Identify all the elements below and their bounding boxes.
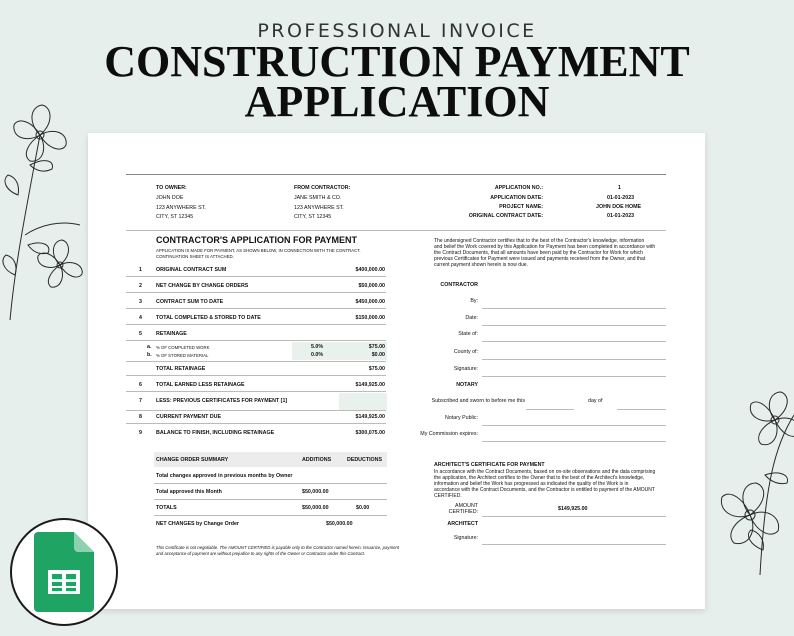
line-number: 9 bbox=[139, 430, 142, 436]
from-contractor-line: 123 ANYWHERE ST. bbox=[294, 205, 344, 211]
architect-text-line: the application, the Architect certifies to the Owner that to the best of the Architect's knowledge, bbox=[434, 475, 645, 481]
subscribed-day-field[interactable] bbox=[526, 409, 574, 410]
change-order-row-label: Total changes approved in previous months by Owner bbox=[156, 473, 293, 479]
previous-certificates-input-shade[interactable] bbox=[339, 393, 387, 410]
row-rule bbox=[154, 483, 387, 484]
line-label: LESS: PREVIOUS CERTIFICATES FOR PAYMENT [1] bbox=[156, 398, 288, 404]
subscribed-label: Subscribed and sworn to before me this bbox=[431, 398, 525, 404]
certified-label: CERTIFIED: bbox=[448, 509, 478, 515]
certification-text-line: current payment shown herein is now due. bbox=[434, 262, 528, 268]
floral-right-illustration bbox=[705, 375, 794, 575]
certification-text-line: and belief the Work covered by this Application for Payment has been completed in accordance with bbox=[434, 244, 656, 250]
architect-text-line: CERTIFIED. bbox=[434, 493, 462, 499]
header-title bbox=[0, 37, 794, 126]
architect-title: ARCHITECT'S CERTIFICATE FOR PAYMENT bbox=[434, 462, 545, 468]
change-order-additions: $50,000.00 bbox=[302, 489, 329, 495]
footnote-line1: This Certificate is not negotiable. The AMOUNT CERTIFIED is payable only to the Contractor named herein. Issuance, payment bbox=[156, 545, 400, 550]
application-date-label: APPLICATION DATE: bbox=[490, 195, 543, 201]
line-number: 1 bbox=[139, 267, 142, 273]
line-number: 8 bbox=[139, 414, 142, 420]
signature-field[interactable] bbox=[482, 376, 666, 377]
header-title-line2: APPLICATION bbox=[244, 77, 550, 126]
application-note-line2: CONTINUATION SHEET IS ATTACHED. bbox=[156, 254, 234, 259]
from-contractor-line: JANE SMITH & CO. bbox=[294, 195, 342, 201]
line-number: 7 bbox=[139, 398, 142, 404]
architect-label: ARCHITECT bbox=[447, 521, 478, 527]
notary-public-field[interactable] bbox=[482, 425, 666, 426]
retainage-value: $75.00 bbox=[368, 344, 385, 350]
net-changes-value: $50,000.00 bbox=[326, 521, 353, 527]
line-value: $400,000.00 bbox=[355, 267, 385, 273]
project-name-value: JOHN DOE HOME bbox=[596, 204, 642, 210]
row-rule bbox=[126, 391, 386, 392]
amount-label: AMOUNT bbox=[455, 503, 478, 509]
change-order-deductions: $0.00 bbox=[356, 505, 370, 511]
project-name-label: PROJECT NAME: bbox=[499, 204, 543, 210]
footnote-line2: and acceptance of payment are without prejudice to any rights of the Owner or Contractor under this Contract. bbox=[156, 551, 365, 556]
amount-certified-value: $149,925.00 bbox=[558, 506, 588, 512]
county-field[interactable] bbox=[482, 359, 666, 360]
architect-signature-field[interactable] bbox=[482, 544, 666, 545]
row-rule bbox=[126, 410, 386, 411]
state-field[interactable] bbox=[482, 341, 666, 342]
row-rule bbox=[126, 324, 386, 325]
original-contract-date-label: ORIGINAL CONTRACT DATE: bbox=[468, 213, 543, 219]
additions-header: ADDITIONS bbox=[302, 457, 332, 463]
line-value: $50,000.00 bbox=[358, 283, 385, 289]
certification-text-line: The undersigned Contractor certifies that to the best of the Contractor's knowledge, information bbox=[434, 238, 645, 244]
application-note-line1: APPLICATION IS MADE FOR PAYMENT, AS SHOWN BELOW, IN CONNECTION WITH THE CONTRACT. bbox=[156, 248, 361, 253]
google-sheets-badge bbox=[10, 518, 118, 626]
line-label: RETAINAGE bbox=[156, 331, 187, 337]
day-of-label: day of bbox=[588, 398, 603, 404]
application-title: CONTRACTOR'S APPLICATION FOR PAYMENT bbox=[156, 235, 357, 245]
retainage-pct[interactable]: 5.0% bbox=[311, 344, 324, 350]
architect-text-line: In accordance with the Contract Documents, based on on-site observations and the data comprising bbox=[434, 469, 656, 475]
change-order-header: CHANGE ORDER SUMMARY bbox=[156, 457, 229, 463]
top-divider bbox=[126, 174, 666, 175]
line-label: TOTAL COMPLETED & STORED TO DATE bbox=[156, 315, 261, 321]
row-rule bbox=[126, 276, 386, 277]
county-label: County of: bbox=[453, 349, 478, 355]
architect-signature-label: Signature: bbox=[453, 535, 478, 541]
application-date-value: 01-01-2023 bbox=[607, 195, 635, 201]
commission-label: My Commission expires: bbox=[420, 431, 478, 437]
line-label: TOTAL EARNED LESS RETAINAGE bbox=[156, 382, 245, 388]
line-value: $149,925.00 bbox=[355, 382, 385, 388]
retainage-letter: b. bbox=[147, 352, 152, 358]
line-value: $149,925.00 bbox=[355, 414, 385, 420]
contractor-label: CONTRACTOR bbox=[440, 282, 478, 288]
total-retainage-value: $75.00 bbox=[368, 366, 385, 372]
certification-text-line: previous Certificates for Payment were issued and payments received from the Owner, and that bbox=[434, 256, 646, 262]
retainage-label: % OF STORED MATERIAL bbox=[156, 353, 209, 358]
line-value: $450,000.00 bbox=[355, 299, 385, 305]
date-label: Date: bbox=[465, 315, 478, 321]
line-label: BALANCE TO FINISH, INCLUDING RETAINAGE bbox=[156, 430, 275, 436]
row-rule bbox=[126, 340, 386, 341]
change-order-row-label: NET CHANGES by Change Order bbox=[156, 521, 239, 527]
line-number: 5 bbox=[139, 331, 142, 337]
floral-left-illustration bbox=[0, 95, 95, 320]
line-number: 6 bbox=[139, 382, 142, 388]
line-label: NET CHANGE BY CHANGE ORDERS bbox=[156, 283, 249, 289]
line-label: CURRENT PAYMENT DUE bbox=[156, 414, 222, 420]
signature-label: Signature: bbox=[453, 366, 478, 372]
retainage-label: % OF COMPLETED WORK bbox=[156, 345, 210, 350]
line-number: 3 bbox=[139, 299, 142, 305]
notary-label: NOTARY bbox=[456, 382, 478, 388]
deductions-header: DEDUCTIONS bbox=[347, 457, 383, 463]
header-subtitle: PROFESSIONAL INVOICE bbox=[257, 20, 537, 42]
retainage-pct[interactable]: 0.0% bbox=[311, 352, 324, 358]
row-rule bbox=[126, 361, 386, 362]
original-contract-date-value: 01-01-2023 bbox=[607, 213, 635, 219]
to-owner-label: TO OWNER: bbox=[156, 185, 187, 191]
architect-text-line: accordance with the Contract Documents, and the Contractor is entitled to payment of the AMOUNT bbox=[434, 487, 655, 493]
row-rule bbox=[126, 375, 386, 376]
application-no-label: APPLICATION NO.: bbox=[494, 185, 543, 191]
to-owner-line: 123 ANYWHERE ST. bbox=[156, 205, 206, 211]
application-no-value: 1 bbox=[618, 185, 621, 191]
section-divider bbox=[126, 230, 666, 231]
date-field[interactable] bbox=[482, 325, 666, 326]
from-contractor-label: FROM CONTRACTOR: bbox=[294, 185, 351, 191]
subscribed-month-field[interactable] bbox=[617, 409, 666, 410]
row-rule bbox=[154, 499, 387, 500]
line-label: ORIGINAL CONTRACT SUM bbox=[156, 267, 227, 273]
invoice-sheet bbox=[88, 133, 705, 609]
to-owner-line: JOHN DOE bbox=[156, 195, 184, 201]
architect-text-line: information and belief the Work has progressed as indicated the quality of the Work is in bbox=[434, 481, 629, 487]
line-number: 4 bbox=[139, 315, 142, 321]
line-value: $150,000.00 bbox=[355, 315, 385, 321]
row-rule bbox=[126, 423, 386, 424]
google-sheets-icon bbox=[34, 532, 94, 612]
by-label: By: bbox=[470, 298, 478, 304]
by-field[interactable] bbox=[482, 308, 666, 309]
state-label: State of: bbox=[458, 331, 478, 337]
notary-public-label: Notary Public: bbox=[445, 415, 478, 421]
total-retainage-label: TOTAL RETAINAGE bbox=[156, 366, 206, 372]
certification-text-line: the Contract Documents, that all amounts have been paid by the Contractor for Work for which bbox=[434, 250, 643, 256]
change-order-additions: $50,000.00 bbox=[302, 505, 329, 511]
to-owner-line: CITY, ST 12345 bbox=[156, 214, 194, 220]
row-rule bbox=[126, 292, 386, 293]
line-number: 2 bbox=[139, 283, 142, 289]
header-title-line1: CONSTRUCTION PAYMENT bbox=[104, 37, 690, 86]
change-order-row-label: TOTALS bbox=[156, 505, 177, 511]
retainage-letter: a. bbox=[147, 344, 152, 350]
line-value: $300,075.00 bbox=[355, 430, 385, 436]
commission-field[interactable] bbox=[482, 441, 666, 442]
row-rule bbox=[154, 515, 387, 516]
retainage-value: $0.00 bbox=[371, 352, 385, 358]
row-rule bbox=[482, 516, 666, 517]
from-contractor-line: CITY, ST 12345 bbox=[294, 214, 332, 220]
line-label: CONTRACT SUM TO DATE bbox=[156, 299, 224, 305]
row-rule bbox=[126, 308, 386, 309]
change-order-row-label: Total approved this Month bbox=[156, 489, 222, 495]
